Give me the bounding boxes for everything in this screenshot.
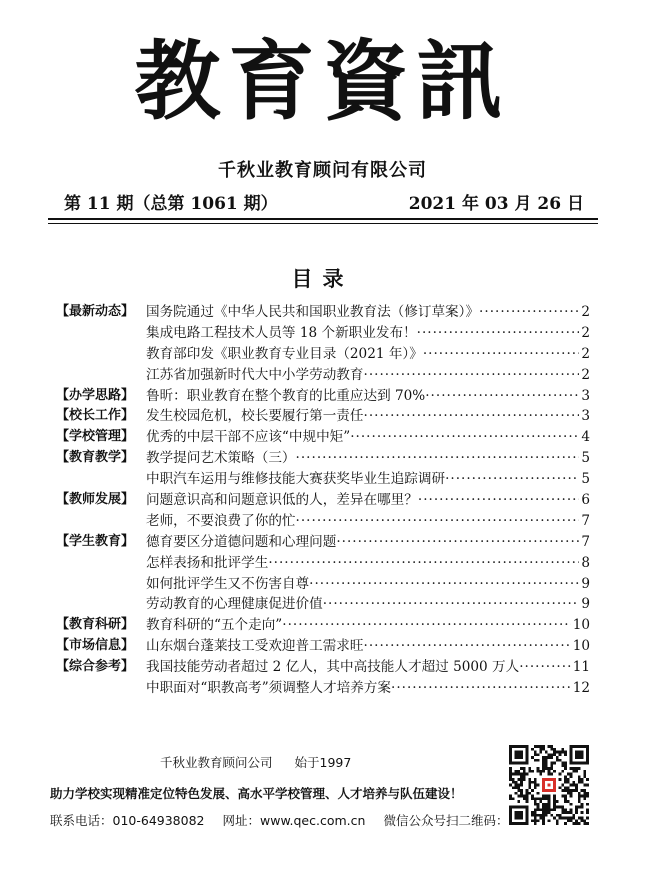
toc-row[interactable] xyxy=(56,532,596,553)
toc-entry-title[interactable]: 中职汽车运用与维修技能大赛获奖毕业生追踪调研 xyxy=(146,471,446,488)
toc-entry[interactable] xyxy=(146,657,590,678)
footer-wechat: 微信公众号扫二维码： xyxy=(383,813,509,828)
toc-entry[interactable] xyxy=(146,636,590,657)
toc-row[interactable] xyxy=(56,448,596,469)
footer-company-line xyxy=(160,753,351,771)
toc-entry[interactable] xyxy=(146,427,590,448)
toc-heading: 目录 xyxy=(291,266,354,291)
toc-entry-title[interactable]: 优秀的中层干部不应该“中规中矩” xyxy=(146,429,351,446)
toc-entry-title[interactable]: 集成电路工程技术人员等 18 个新职业发布！ xyxy=(146,324,417,341)
toc-entry[interactable] xyxy=(146,574,590,595)
toc-category: 【学生教育】 xyxy=(56,533,135,549)
toc-leader xyxy=(323,594,580,615)
toc-entry-title[interactable]: 怎样表扬和批评学生 xyxy=(146,554,269,571)
toc-row[interactable] xyxy=(56,386,596,407)
toc-entry-title[interactable]: 鲁昕：职业教育在整个教育的比重应达到 70% xyxy=(146,387,426,404)
toc-leader xyxy=(519,657,571,678)
issue-number: 第 11 期（总第 1061 期） xyxy=(64,194,278,214)
toc-row[interactable] xyxy=(56,657,596,678)
toc-page-number: 2 xyxy=(581,366,590,383)
toc-page-number: 11 xyxy=(572,659,590,676)
toc-entry-title[interactable]: 中职面对“职教高考”须调整人才培养方案 xyxy=(146,680,391,697)
toc-row[interactable] xyxy=(56,427,596,448)
qr-code-icon[interactable] xyxy=(509,745,589,825)
toc-category: 【综合参考】 xyxy=(56,659,135,675)
toc-leader xyxy=(425,386,579,407)
toc-page-number: 9 xyxy=(581,575,590,592)
toc-category: 【办学思路】 xyxy=(56,387,135,403)
toc-entry-title[interactable]: 老师，不要浪费了你的忙 xyxy=(146,512,296,529)
toc-entry-title[interactable]: 山东烟台蓬莱技工受欢迎普工需求旺 xyxy=(146,638,364,655)
toc-category: 【教育教学】 xyxy=(56,450,135,466)
toc-leader xyxy=(268,553,579,574)
footer-since: 始于1997 xyxy=(294,755,352,770)
toc-entry[interactable] xyxy=(146,615,590,636)
toc-page-number: 3 xyxy=(581,387,590,404)
toc-leader xyxy=(309,574,579,595)
toc-category: 【学校管理】 xyxy=(56,429,135,445)
toc-entry[interactable] xyxy=(146,302,590,323)
toc-entry-title[interactable]: 德育要区分道德问题和心理问题 xyxy=(146,533,337,550)
toc-category: 【校长工作】 xyxy=(56,408,135,424)
toc-row[interactable] xyxy=(56,615,596,636)
toc-row[interactable] xyxy=(56,490,596,511)
toc-entry-title[interactable]: 江苏省加强新时代大中小学劳动教育 xyxy=(146,366,364,383)
toc-page-number: 10 xyxy=(572,638,590,655)
toc-page-number: 2 xyxy=(581,345,590,362)
toc-row[interactable] xyxy=(56,511,596,532)
toc-page-number: 2 xyxy=(581,324,590,341)
toc-leader xyxy=(364,636,571,657)
toc-category: 【教师发展】 xyxy=(56,492,135,508)
company-name: 千秋业教育顾问有限公司 xyxy=(218,160,427,181)
toc-row[interactable] xyxy=(56,344,596,365)
masthead-title: 教育資訊 xyxy=(134,31,511,132)
toc-entry[interactable] xyxy=(146,344,590,365)
toc-page-number: 9 xyxy=(581,596,590,613)
toc-leader xyxy=(282,615,570,636)
toc-page-number: 10 xyxy=(572,617,590,634)
toc-entry-title[interactable]: 国务院通过《中华人民共和国职业教育法（修订草案）》 xyxy=(146,304,480,320)
issue-info xyxy=(64,189,584,213)
toc-leader xyxy=(296,511,580,532)
toc-entry-title[interactable]: 如何批评学生又不伤害自尊 xyxy=(146,575,310,592)
toc-entry[interactable] xyxy=(146,469,590,490)
toc-entry-title[interactable]: 发生校园危机，校长要履行第一责任 xyxy=(146,408,364,425)
toc-leader xyxy=(445,469,579,490)
toc-page-number: 2 xyxy=(581,304,590,320)
toc-leader xyxy=(364,365,580,386)
toc-page-number: 5 xyxy=(581,471,590,488)
issue-date: 2021 年 03 月 26 日 xyxy=(408,194,584,214)
toc-entry[interactable] xyxy=(146,553,590,574)
toc-entry[interactable] xyxy=(146,448,590,469)
toc-page-number: 7 xyxy=(581,512,590,529)
footer-phone: 联系电话：010-64938082 xyxy=(50,813,205,828)
toc-entry-title[interactable]: 教育科研的“五个走向” xyxy=(146,617,283,634)
toc-entry-title[interactable]: 教育部印发《职业教育专业目录（2021 年）》 xyxy=(146,345,423,362)
toc-leader xyxy=(423,344,580,365)
toc-row[interactable] xyxy=(56,636,596,657)
toc-row[interactable] xyxy=(56,302,596,323)
toc-row[interactable] xyxy=(56,469,596,490)
toc-entry-title[interactable]: 我国技能劳动者超过 2 亿人，其中高技能人才超过 5000 万人 xyxy=(146,659,520,676)
toc-row[interactable] xyxy=(56,553,596,574)
toc-category: 【教育科研】 xyxy=(56,617,135,633)
toc-leader xyxy=(364,406,580,427)
toc-leader xyxy=(336,532,579,553)
footer-company: 千秋业教育顾问公司 xyxy=(160,755,273,770)
toc-entry[interactable] xyxy=(146,594,590,615)
toc-page-number: 3 xyxy=(581,408,590,425)
toc-page-number: 7 xyxy=(581,533,590,550)
toc-leader xyxy=(296,448,580,469)
toc-page-number: 12 xyxy=(572,680,590,697)
toc-entry[interactable] xyxy=(146,323,590,344)
toc-entry-title[interactable]: 教学提问艺术策略（三） xyxy=(146,450,296,467)
toc-row[interactable] xyxy=(56,323,596,344)
toc-category: 【最新动态】 xyxy=(56,304,135,319)
footer-contact-line xyxy=(50,811,526,829)
footer-website[interactable]: 网址：www.qec.com.cn xyxy=(222,813,366,828)
header-rule-thin xyxy=(48,223,598,224)
toc-page-number: 5 xyxy=(581,450,590,467)
table-of-contents xyxy=(56,302,596,699)
toc-entry[interactable] xyxy=(146,532,590,553)
toc-row[interactable] xyxy=(56,365,596,386)
toc-leader xyxy=(417,323,580,344)
toc-leader xyxy=(479,302,579,323)
footer-slogan: 助力学校实现精准定位特色发展、高水平学校管理、人才培养与队伍建设！ xyxy=(50,786,463,801)
toc-entry[interactable] xyxy=(146,511,590,532)
toc-row[interactable] xyxy=(56,406,596,427)
toc-entry[interactable] xyxy=(146,678,590,699)
toc-page-number: 6 xyxy=(581,492,590,509)
toc-entry-title[interactable]: 问题意识高和问题意识低的人，差异在哪里？ xyxy=(146,492,418,509)
toc-leader xyxy=(391,678,571,699)
toc-entry[interactable] xyxy=(146,365,590,386)
toc-row[interactable] xyxy=(56,678,596,699)
toc-row[interactable] xyxy=(56,574,596,595)
toc-entry[interactable] xyxy=(146,406,590,427)
toc-page-number: 8 xyxy=(581,554,590,571)
header-rule xyxy=(48,218,598,220)
toc-row[interactable] xyxy=(56,594,596,615)
toc-page-number: 4 xyxy=(581,429,590,446)
toc-entry[interactable] xyxy=(146,490,590,511)
toc-entry[interactable] xyxy=(146,386,590,407)
toc-category: 【市场信息】 xyxy=(56,638,135,654)
toc-leader xyxy=(418,490,579,511)
toc-leader xyxy=(350,427,579,448)
toc-entry-title[interactable]: 劳动教育的心理健康促进价值 xyxy=(146,596,323,613)
